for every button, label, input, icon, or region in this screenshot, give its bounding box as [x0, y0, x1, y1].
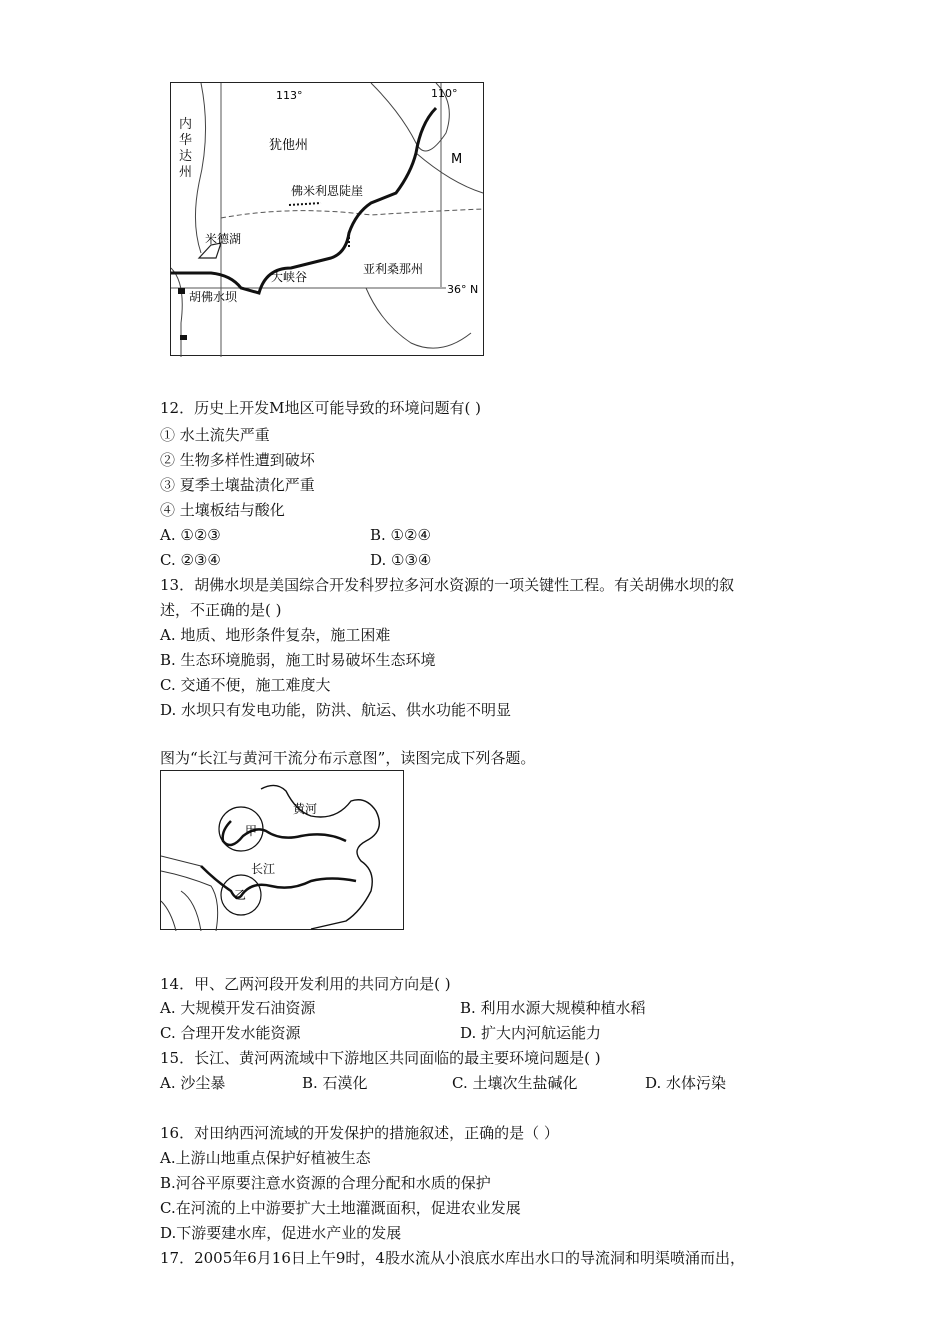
river-west — [195, 83, 205, 253]
q15-stem: 15．长江、黄河两流域中下游地区共同面临的最主要环境问题是( ) — [160, 1049, 601, 1067]
arizona-label: 亚利桑那州 — [363, 262, 424, 276]
q16-stem: 16．对田纳西河流域的开发保护的措施叙述，正确的是（ ） — [160, 1124, 559, 1142]
yangtze-label: 长江 — [251, 862, 276, 876]
q16-option-a[interactable]: A.上游山地重点保护好植被生态 — [160, 1149, 371, 1167]
q16-option-c[interactable]: C.在河流的上中游要扩大土地灌溉面积，促进农业发展 — [160, 1199, 521, 1217]
tributary-1 — [161, 856, 201, 866]
intro-yangtze-yellow: 图为“长江与黄河干流分布示意图”，读图完成下列各题。 — [160, 749, 536, 767]
q14-option-b[interactable]: B. 利用水源大规模种植水稻 — [460, 999, 646, 1017]
lon-110-label: 110° — [431, 87, 458, 100]
q14-option-a[interactable]: A. 大规模开发石油资源 — [160, 999, 316, 1017]
q15-option-b[interactable]: B. 石漠化 — [302, 1074, 368, 1092]
q13-stem-line1: 13．胡佛水坝是美国综合开发科罗拉多河水资源的一项关键性工程。有关胡佛水坝的叙 — [160, 576, 735, 594]
q12-option-b[interactable]: B. ①②④ — [370, 526, 431, 544]
q14-option-c[interactable]: C. 合理开发水能资源 — [160, 1024, 301, 1042]
yangtze-yellow-map — [160, 770, 404, 930]
q15-option-d[interactable]: D. 水体污染 — [645, 1074, 727, 1092]
hoover-dam-label: 胡佛水坝 — [189, 290, 238, 304]
river-ne — [416, 153, 483, 193]
nevada-label: 内华达州 — [179, 117, 193, 180]
utah-label: 犹他州 — [269, 138, 309, 153]
cliff-hatch — [289, 203, 321, 205]
state-border-dashed — [221, 209, 483, 218]
q12-option-a[interactable]: A. ①②③ — [160, 526, 221, 544]
hoover-dam-marker — [178, 288, 185, 294]
q16-option-b[interactable]: B.河谷平原要注意水资源的合理分配和水质的保护 — [160, 1174, 491, 1192]
q16-option-d[interactable]: D.下游要建水库，促进水产业的发展 — [160, 1224, 402, 1242]
q12-option-d[interactable]: D. ①③④ — [370, 551, 432, 569]
q12-stem: 12．历史上开发M地区可能导致的环境问题有( ) — [160, 399, 481, 417]
q17-stem: 17．2005年6月16日上午9时，4股水流从小浪底水库出水口的导流洞和明渠喷涌而出， — [160, 1249, 745, 1267]
dam-marker-south — [180, 335, 187, 340]
q13-option-d[interactable]: D. 水坝只有发电功能，防洪、航运、供水功能不明显 — [160, 701, 512, 719]
yi-label: 乙 — [234, 888, 247, 902]
q13-option-c[interactable]: C. 交通不便，施工难度大 — [160, 676, 331, 694]
colorado-river-map — [170, 82, 484, 356]
q13-option-a[interactable]: A. 地质、地形条件复杂，施工困难 — [160, 626, 391, 644]
q15-option-c[interactable]: C. 土壤次生盐碱化 — [452, 1074, 578, 1092]
vermilion-cliffs-label: 佛米利恩陡崖 — [291, 184, 364, 198]
coastline — [261, 785, 379, 929]
grand-canyon-label: 大峡谷 — [271, 270, 308, 284]
q13-option-b[interactable]: B. 生态环境脆弱，施工时易破坏生态环境 — [160, 651, 436, 669]
q12-item-4: ④ 土壤板结与酸化 — [160, 501, 285, 519]
q15-option-a[interactable]: A. 沙尘暴 — [160, 1074, 226, 1092]
jia-label: 甲 — [245, 824, 258, 838]
yangtze-river — [201, 866, 356, 898]
q12-item-1: ① 水土流失严重 — [160, 426, 270, 444]
q13-stem-line2: 述，不正确的是( ) — [160, 601, 282, 619]
lat-36-label: 36° N — [447, 283, 479, 296]
tributary-2 — [161, 871, 218, 931]
region-m-label: M — [451, 152, 463, 167]
yellow-river-label: 黄河 — [293, 802, 318, 816]
tributary-3 — [181, 891, 201, 931]
tributary-4 — [161, 901, 176, 931]
yellow-river — [223, 821, 346, 845]
q12-item-2: ② 生物多样性遭到破坏 — [160, 451, 315, 469]
lon-113-label: 113° — [276, 89, 303, 102]
river-sw — [171, 268, 182, 357]
china-map-svg — [161, 771, 405, 931]
q14-stem: 14．甲、乙两河段开发利用的共同方向是( ) — [160, 975, 451, 993]
river-south — [366, 288, 471, 348]
q14-option-d[interactable]: D. 扩大内河航运能力 — [460, 1024, 602, 1042]
q12-item-3: ③ 夏季土壤盐渍化严重 — [160, 476, 315, 494]
lake-mead-label: 米德湖 — [205, 232, 242, 246]
q12-option-c[interactable]: C. ②③④ — [160, 551, 221, 569]
colorado-map-svg — [171, 83, 485, 357]
